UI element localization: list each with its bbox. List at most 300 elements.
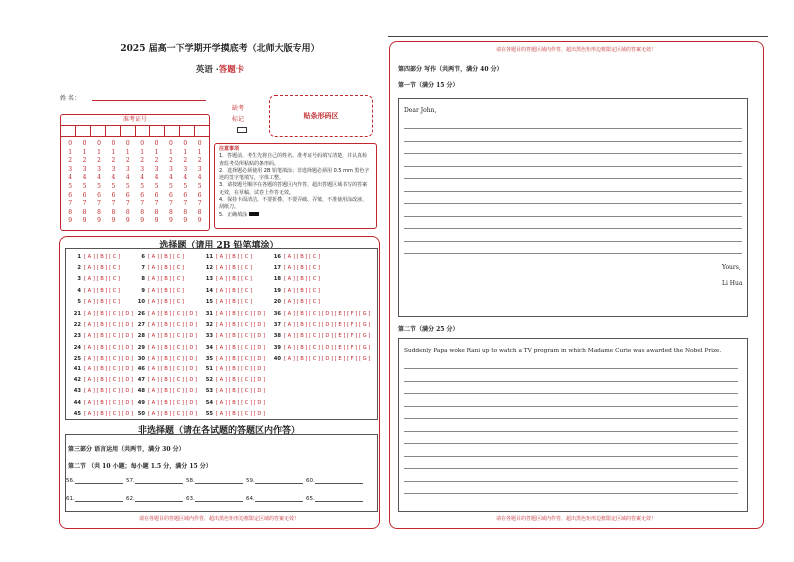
choice-question[interactable] (204, 388, 265, 394)
exam-digit-bubble[interactable]: 9 (154, 217, 159, 225)
exam-digit-bubble[interactable]: 0 (169, 140, 173, 147)
blank-field[interactable] (186, 478, 243, 484)
choice-question[interactable] (72, 265, 120, 271)
answer-options[interactable]: [ A ] [ B ] [ C ] (148, 298, 185, 305)
choice-question[interactable] (72, 322, 133, 328)
question-number: 52 (205, 377, 213, 384)
exam-digit-bubble[interactable]: 5 (140, 182, 145, 190)
exam-digit-bubble[interactable]: 1 (169, 148, 173, 156)
blank-field[interactable] (66, 478, 123, 484)
answer-options[interactable]: [ A ] [ B ] [ C ] (84, 265, 121, 272)
choice-question[interactable] (136, 322, 197, 328)
exam-digit-bubble[interactable]: 5 (97, 182, 101, 190)
exam-digit-bubble[interactable]: 7 (68, 200, 73, 208)
blank-number: 59. (246, 478, 255, 484)
answer-options[interactable]: [ A ] [ B ] [ C ] [ D ] (84, 388, 134, 395)
choice-question[interactable] (72, 411, 133, 417)
answer-options[interactable]: [ A ] [ B ] [ C ] [ D ] (84, 366, 134, 372)
choice-question[interactable] (272, 322, 370, 328)
exam-digit-bubble[interactable]: 8 (140, 208, 145, 216)
exam-digit-bubble[interactable]: 1 (97, 148, 101, 156)
blank-line[interactable] (135, 496, 183, 502)
exam-digit-bubble[interactable]: 9 (68, 217, 73, 225)
exam-digit-bubble[interactable]: 4 (125, 174, 130, 182)
exam-digit-bubble[interactable]: 6 (197, 191, 202, 199)
exam-digit-bubble[interactable]: 6 (82, 191, 87, 199)
blank-field[interactable] (306, 496, 363, 502)
choice-question[interactable] (272, 288, 320, 294)
answer-options[interactable]: [ A ] [ B ] [ C ] [ D ] (148, 322, 198, 329)
answer-options[interactable]: [ A ] [ B ] [ C ] (284, 298, 321, 305)
exam-digit-bubble[interactable]: 0 (111, 140, 116, 147)
answer-options[interactable]: [ A ] [ B ] [ C ] [ D ] [ E ] [ F ] [ G ] (284, 344, 371, 351)
answer-options[interactable]: [ A ] [ B ] [ C ] [ D ] (216, 344, 266, 351)
choice-question[interactable] (136, 333, 197, 339)
exam-digit-bubble[interactable]: 7 (82, 200, 87, 208)
answer-options[interactable]: [ A ] [ B ] [ C ] [ D ] (216, 333, 266, 340)
story-line[interactable] (404, 481, 738, 482)
choice-question[interactable] (136, 411, 197, 417)
exam-digit-bubble[interactable]: 9 (111, 217, 116, 225)
answer-options[interactable]: [ A ] [ B ] [ C ] [ D ] (148, 355, 198, 362)
blank-number: 61. (66, 496, 75, 502)
choice-question[interactable] (204, 377, 265, 383)
choice-question[interactable] (72, 345, 133, 351)
answer-options[interactable]: [ A ] [ B ] [ C ] [ D ] (84, 311, 134, 317)
exam-digit-bubble[interactable]: 6 (97, 191, 101, 199)
exam-digit-bubble[interactable]: 2 (197, 157, 202, 165)
story-line[interactable] (404, 456, 738, 457)
answer-options[interactable]: [ A ] [ B ] [ C ] [ D ] (148, 410, 198, 417)
answer-options[interactable]: [ A ] [ B ] [ C ] (148, 265, 185, 272)
story-line[interactable] (404, 393, 738, 394)
choice-question[interactable] (136, 388, 197, 394)
answer-options[interactable]: [ A ] [ B ] [ C ] [ D ] (148, 311, 198, 317)
answer-options[interactable]: [ A ] [ B ] [ C ] (216, 298, 253, 305)
choice-question[interactable] (204, 411, 265, 417)
story-line[interactable] (404, 468, 738, 469)
exam-digit-bubble[interactable]: 1 (68, 148, 73, 156)
letter-box[interactable] (398, 98, 748, 317)
exam-digit-bubble[interactable]: 0 (154, 140, 159, 147)
answer-options[interactable]: [ A ] [ B ] [ C ] [ D ] [ E ] [ F ] [ G ] (284, 322, 371, 329)
question-number: 16 (273, 254, 281, 260)
question-number: 19 (273, 287, 281, 294)
question-number: 55 (205, 410, 213, 417)
story-line[interactable] (404, 381, 738, 382)
choice-question[interactable] (204, 288, 252, 294)
exam-digit-bubble[interactable]: 2 (169, 157, 173, 165)
answer-options[interactable]: [ A ] [ B ] [ C ] (84, 276, 121, 283)
exam-digit-bubble[interactable]: 9 (97, 217, 101, 225)
exam-digit-bubble[interactable]: 9 (140, 217, 145, 225)
exam-digit-bubble[interactable]: 0 (68, 140, 73, 147)
choice-question[interactable] (136, 265, 184, 271)
choice-question[interactable] (72, 356, 133, 362)
letter-line[interactable] (404, 216, 742, 217)
exam-digit-bubble[interactable]: 3 (97, 165, 101, 173)
answer-options[interactable]: [ A ] [ B ] [ C ] [ D ] (216, 399, 266, 406)
notice-item-4: 4．保持卡面清洁，不要折叠，不要弄破、弄皱，不准使用涂改液、刮纸刀。 (219, 197, 368, 211)
choice-question[interactable] (136, 345, 197, 351)
exam-digit-bubble[interactable]: 7 (197, 200, 202, 208)
exam-digit-bubble[interactable]: 2 (183, 157, 188, 165)
answer-options[interactable]: [ A ] [ B ] [ C ] [ D ] (84, 344, 134, 351)
answer-options[interactable]: [ A ] [ B ] [ C ] (284, 287, 321, 294)
question-number: 13 (205, 276, 213, 283)
choice-question[interactable] (72, 299, 120, 305)
question-number: 9 (141, 287, 145, 294)
exam-digit-bubble[interactable]: 8 (154, 208, 159, 216)
answer-options[interactable]: [ A ] [ B ] [ C ] (84, 287, 121, 294)
answer-options[interactable]: [ A ] [ B ] [ C ] [ D ] (148, 344, 198, 351)
choice-question[interactable] (204, 366, 265, 372)
exam-digit-bubble[interactable]: 8 (183, 208, 188, 216)
answer-options[interactable]: [ A ] [ B ] [ C ] [ D ] (84, 399, 134, 406)
exam-digit-bubble[interactable]: 4 (82, 174, 87, 182)
answer-options[interactable]: [ A ] [ B ] [ C ] (216, 287, 253, 294)
exam-digit-bubble[interactable]: 1 (82, 148, 87, 156)
choice-question[interactable] (136, 377, 197, 383)
exam-digit-bubble[interactable]: 8 (82, 208, 87, 216)
exam-digit-bubble[interactable]: 2 (140, 157, 145, 165)
choice-question[interactable] (136, 276, 184, 282)
question-number: 11 (205, 254, 213, 260)
exam-digit-bubble[interactable]: 3 (197, 165, 202, 173)
exam-digit-bubble[interactable]: 8 (197, 208, 202, 216)
question-number: 30 (137, 355, 145, 362)
exam-digit-bubble[interactable]: 0 (125, 140, 130, 147)
question-number: 20 (273, 298, 281, 305)
answer-options[interactable]: [ A ] [ B ] [ C ] [ D ] (84, 322, 134, 329)
story-line[interactable] (404, 431, 738, 432)
choice-question[interactable] (204, 322, 265, 328)
notice-title: 注意事项 (219, 146, 240, 152)
exam-digit-bubble[interactable]: 3 (111, 165, 116, 173)
blank-field[interactable] (66, 496, 123, 502)
exam-digit-bubble[interactable]: 2 (154, 157, 159, 165)
subtitle-highlight: 答题卡 (218, 65, 245, 75)
notice-panel (214, 143, 377, 229)
answer-options[interactable]: [ A ] [ B ] [ C ] [ D ] (216, 410, 266, 417)
question-number: 17 (273, 265, 281, 272)
choice-question[interactable] (204, 276, 252, 282)
exam-digit-bubble[interactable]: 7 (125, 200, 130, 208)
answer-options[interactable]: [ A ] [ B ] [ C ] [ D ] (84, 377, 134, 384)
letter-line[interactable] (404, 191, 742, 192)
notice-item-1: 1．答题前，考生先将自己的姓名、准考证号码填写清楚，并认真检查监考员所粘贴的条形码。 (219, 153, 368, 167)
choice-question[interactable] (204, 400, 265, 406)
name-field[interactable] (92, 92, 206, 101)
blank-line[interactable] (195, 478, 243, 484)
choice-question[interactable] (136, 366, 197, 372)
exam-digit-bubble[interactable]: 0 (97, 140, 101, 147)
choice-heading: 选择题（请用 2B 铅笔填涂） (159, 241, 279, 251)
choice-question[interactable] (72, 288, 120, 294)
question-number: 51 (205, 366, 213, 372)
answer-options[interactable]: [ A ] [ B ] [ C ] [ D ] (84, 355, 134, 362)
exam-digit-bubble[interactable]: 7 (97, 200, 101, 208)
exam-digit-bubble[interactable]: 7 (183, 200, 188, 208)
exam-digit-bubble[interactable]: 2 (68, 157, 73, 165)
question-number: 4 (77, 287, 81, 294)
choice-question[interactable] (136, 288, 184, 294)
answer-options[interactable]: [ A ] [ B ] [ C ] [ D ] (216, 377, 266, 384)
choice-question[interactable] (204, 254, 252, 260)
blank-line[interactable] (255, 478, 303, 484)
exam-digit-bubble[interactable]: 8 (111, 208, 116, 216)
exam-digit-bubble[interactable]: 8 (68, 208, 73, 216)
absent-checkbox[interactable] (237, 127, 247, 133)
question-number: 1 (77, 254, 81, 260)
letter-line[interactable] (404, 203, 742, 204)
blank-field[interactable] (126, 496, 183, 502)
exam-digit-bubble[interactable]: 1 (183, 148, 188, 156)
choice-question[interactable] (272, 345, 370, 351)
exam-digit-bubble[interactable]: 5 (68, 182, 73, 190)
exam-digit-bubble[interactable]: 7 (154, 200, 159, 208)
exam-digit-bubble[interactable]: 4 (97, 174, 101, 182)
exam-digit-bubble[interactable]: 7 (111, 200, 116, 208)
blank-field[interactable] (126, 478, 183, 484)
exam-number-bubbles[interactable] (61, 137, 209, 226)
answer-options[interactable]: [ A ] [ B ] [ C ] [ D ] (216, 322, 266, 329)
choice-question[interactable] (72, 311, 133, 317)
exam-digit-bubble[interactable]: 9 (197, 217, 202, 225)
exam-digit-bubble[interactable]: 6 (154, 191, 159, 199)
choice-question[interactable] (272, 276, 320, 282)
answer-options[interactable]: [ A ] [ B ] [ C ] (148, 254, 185, 260)
exam-digit-bubble[interactable]: 3 (140, 165, 145, 173)
choice-question[interactable] (272, 265, 320, 271)
story-box[interactable] (398, 338, 748, 512)
exam-digit-bubble[interactable]: 5 (82, 182, 87, 190)
exam-digit-bubble[interactable]: 4 (154, 174, 159, 182)
answer-options[interactable]: [ A ] [ B ] [ C ] [ D ] (216, 311, 266, 317)
answer-options[interactable]: [ A ] [ B ] [ C ] [ D ] [ E ] [ F ] [ G ] (284, 333, 371, 340)
exam-digit-bubble[interactable]: 4 (169, 174, 173, 182)
exam-digit-bubble[interactable]: 5 (154, 182, 159, 190)
exam-digit-bubble[interactable]: 1 (140, 148, 145, 156)
answer-options[interactable]: [ A ] [ B ] [ C ] [ D ] [ E ] [ F ] [ G ] (284, 311, 371, 317)
answer-options[interactable]: [ A ] [ B ] [ C ] [ D ] (84, 410, 134, 417)
story-line[interactable] (404, 406, 738, 407)
exam-digit-bubble[interactable]: 6 (183, 191, 188, 199)
question-number: 26 (137, 311, 145, 317)
choice-question[interactable] (72, 254, 120, 260)
exam-digit-bubble[interactable]: 3 (68, 165, 73, 173)
page-subtitle (60, 63, 380, 75)
blank-field[interactable] (306, 478, 363, 484)
choice-question[interactable] (204, 345, 265, 351)
exam-digit-bubble[interactable]: 5 (197, 182, 202, 190)
choice-question[interactable] (136, 400, 197, 406)
question-number: 3 (77, 276, 81, 283)
choice-question[interactable] (136, 356, 197, 362)
blank-number: 62. (126, 496, 135, 502)
exam-digit-bubble[interactable]: 1 (125, 148, 130, 156)
answer-options[interactable]: [ A ] [ B ] [ C ] (148, 287, 185, 294)
exam-digit-bubble[interactable]: 6 (68, 191, 73, 199)
question-number: 36 (273, 311, 281, 317)
blank-line[interactable] (75, 478, 123, 484)
choice-question[interactable] (204, 356, 265, 362)
answer-options[interactable]: [ A ] [ B ] [ C ] (284, 254, 321, 260)
answer-options[interactable]: [ A ] [ B ] [ C ] [ D ] (216, 355, 266, 362)
blank-line[interactable] (195, 496, 243, 502)
exam-digit-bubble[interactable]: 5 (183, 182, 188, 190)
letter-line[interactable] (404, 253, 742, 254)
answer-options[interactable]: [ A ] [ B ] [ C ] (284, 276, 321, 283)
exam-digit-bubble[interactable]: 3 (154, 165, 159, 173)
letter-line[interactable] (404, 128, 742, 129)
question-number: 5 (77, 298, 81, 305)
answer-options[interactable]: [ A ] [ B ] [ C ] (216, 254, 253, 260)
exam-digit-bubble[interactable]: 6 (111, 191, 116, 199)
choice-question[interactable] (72, 388, 133, 394)
question-number: 29 (137, 344, 145, 351)
letter-line[interactable] (404, 241, 742, 242)
answer-options[interactable]: [ A ] [ B ] [ C ] (216, 265, 253, 272)
blank-line[interactable] (315, 496, 363, 502)
question-number: 34 (205, 344, 213, 351)
exam-number-write-row[interactable] (61, 126, 209, 137)
exam-digit-bubble[interactable]: 5 (125, 182, 130, 190)
exam-digit-bubble[interactable]: 9 (125, 217, 130, 225)
answer-options[interactable]: [ A ] [ B ] [ C ] (148, 276, 185, 283)
choice-question[interactable] (272, 311, 370, 317)
answer-options[interactable]: [ A ] [ B ] [ C ] [ D ] (148, 366, 198, 372)
answer-options[interactable]: [ A ] [ B ] [ C ] (284, 265, 321, 272)
choice-question[interactable] (136, 311, 197, 317)
choice-question[interactable] (72, 366, 133, 372)
letter-line[interactable] (404, 178, 742, 179)
exam-digit-bubble[interactable]: 4 (68, 174, 73, 182)
choice-question[interactable] (204, 299, 252, 305)
exam-digit-bubble[interactable]: 3 (169, 165, 173, 173)
choice-question[interactable] (272, 356, 370, 362)
exam-digit-bubble[interactable]: 9 (169, 217, 173, 225)
answer-options[interactable]: [ A ] [ B ] [ C ] [ D ] (216, 366, 266, 372)
exam-digit-bubble[interactable]: 9 (82, 217, 87, 225)
blank-line[interactable] (255, 496, 303, 502)
exam-digit-bubble[interactable]: 4 (111, 174, 116, 182)
exam-digit-bubble[interactable]: 1 (111, 148, 116, 156)
exam-digit-bubble[interactable]: 0 (183, 140, 188, 147)
question-number: 14 (205, 287, 213, 294)
exam-number-panel (60, 114, 210, 231)
question-number: 41 (73, 366, 81, 372)
exam-digit-bubble[interactable]: 1 (154, 148, 159, 156)
exam-digit-bubble[interactable]: 3 (125, 165, 130, 173)
exam-digit-bubble[interactable]: 3 (82, 165, 87, 173)
blank-field[interactable] (246, 496, 303, 502)
exam-digit-bubble[interactable]: 2 (97, 157, 101, 165)
exam-digit-bubble[interactable]: 0 (82, 140, 87, 147)
blank-line[interactable] (315, 478, 363, 484)
subtitle-prefix: 英语 · (195, 65, 219, 75)
exam-digit-bubble[interactable]: 4 (197, 174, 202, 182)
answer-options[interactable]: [ A ] [ B ] [ C ] (84, 254, 121, 260)
choice-question[interactable] (272, 254, 320, 260)
exam-digit-bubble[interactable]: 3 (183, 165, 188, 173)
letter-greeting: Dear John, (404, 107, 437, 114)
exam-digit-column (77, 140, 91, 226)
choice-question[interactable] (136, 299, 184, 305)
answer-options[interactable]: [ A ] [ B ] [ C ] (84, 298, 121, 305)
exam-digit-column (135, 140, 149, 226)
letter-line[interactable] (404, 141, 742, 142)
exam-digit-bubble[interactable]: 4 (140, 174, 145, 182)
choice-question[interactable] (272, 299, 320, 305)
blank-line[interactable] (75, 496, 123, 502)
story-line[interactable] (404, 443, 738, 444)
story-line[interactable] (404, 418, 738, 419)
exam-digit-bubble[interactable]: 6 (125, 191, 130, 199)
question-number: 2 (77, 265, 81, 272)
letter-line[interactable] (404, 153, 742, 154)
answer-options[interactable]: [ A ] [ B ] [ C ] [ D ] (216, 388, 266, 395)
exam-digit-bubble[interactable]: 5 (111, 182, 116, 190)
exam-digit-bubble[interactable]: 2 (82, 157, 87, 165)
choice-question[interactable] (72, 333, 133, 339)
answer-options[interactable]: [ A ] [ B ] [ C ] [ D ] (148, 333, 198, 340)
choice-question[interactable] (272, 333, 370, 339)
answer-options[interactable]: [ A ] [ B ] [ C ] [ D ] (148, 388, 198, 395)
exam-digit-bubble[interactable]: 0 (197, 140, 202, 147)
answer-options[interactable]: [ A ] [ B ] [ C ] [ D ] (84, 333, 134, 340)
exam-digit-bubble[interactable]: 0 (140, 140, 145, 147)
exam-digit-bubble[interactable]: 7 (140, 200, 145, 208)
question-number: 42 (73, 377, 81, 384)
answer-options[interactable]: [ A ] [ B ] [ C ] [ D ] (148, 399, 198, 406)
choice-question[interactable] (136, 254, 184, 260)
choice-question[interactable] (72, 400, 133, 406)
story-line[interactable] (404, 493, 738, 494)
question-number: 39 (273, 344, 281, 351)
question-number: 18 (273, 276, 281, 283)
blank-field[interactable] (186, 496, 243, 502)
exam-digit-bubble[interactable]: 8 (125, 208, 130, 216)
answer-options[interactable]: [ A ] [ B ] [ C ] [ D ] [ E ] [ F ] [ G ] (284, 355, 371, 362)
exam-digit-bubble[interactable]: 2 (111, 157, 116, 165)
exam-digit-bubble[interactable]: 4 (183, 174, 188, 182)
blank-number: 64. (246, 496, 255, 502)
story-line[interactable] (404, 368, 738, 369)
exam-digit-bubble[interactable]: 6 (169, 191, 173, 199)
blank-field[interactable] (246, 478, 303, 484)
exam-digit-bubble[interactable]: 8 (97, 208, 101, 216)
blank-number: 57. (126, 478, 135, 484)
choice-question[interactable] (204, 265, 252, 271)
choice-question[interactable] (72, 377, 133, 383)
letter-line[interactable] (404, 166, 742, 167)
exam-digit-bubble[interactable]: 8 (169, 208, 173, 216)
exam-digit-bubble[interactable]: 6 (140, 191, 145, 199)
choice-question[interactable] (72, 276, 120, 282)
choice-question[interactable] (204, 311, 265, 317)
choice-question[interactable] (204, 333, 265, 339)
exam-digit-bubble[interactable]: 5 (169, 182, 173, 190)
exam-digit-bubble[interactable]: 9 (183, 217, 188, 225)
exam-digit-bubble[interactable]: 2 (125, 157, 130, 165)
blank-line[interactable] (135, 478, 183, 484)
letter-line[interactable] (404, 228, 742, 229)
answer-options[interactable]: [ A ] [ B ] [ C ] [ D ] (148, 377, 198, 384)
exam-digit-bubble[interactable]: 1 (197, 148, 202, 156)
exam-digit-bubble[interactable]: 7 (169, 200, 173, 208)
answer-options[interactable]: [ A ] [ B ] [ C ] (216, 276, 253, 283)
